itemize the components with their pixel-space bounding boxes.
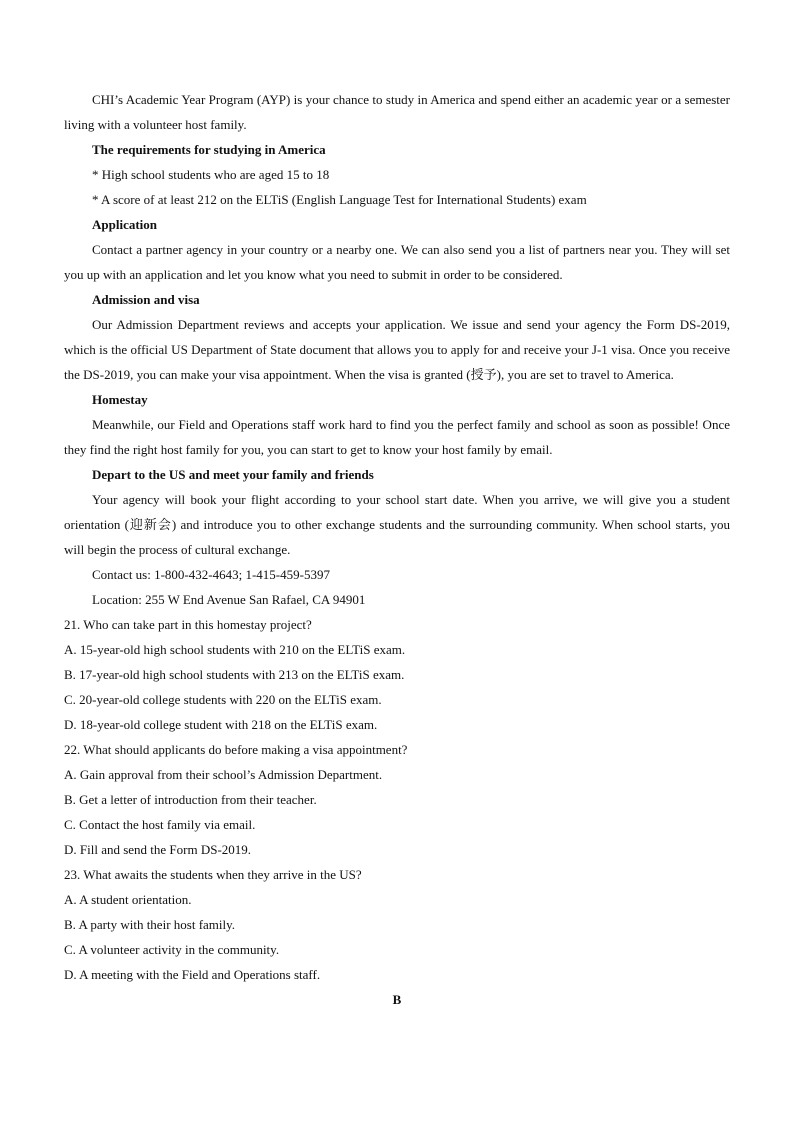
option-21-a: A. 15-year-old high school students with 210 on the ELTiS exam.: [64, 642, 406, 657]
option-21-c: C. 20-year-old college students with 220 on the ELTiS exam.: [64, 692, 382, 707]
location-line: Location: 255 W End Avenue San Rafael, CA 94901: [92, 592, 366, 607]
depart-heading: Depart to the US and meet your family and friends: [92, 467, 374, 482]
option-22-d: D. Fill and send the Form DS-2019.: [64, 842, 252, 857]
homestay-paragraph: Meanwhile, our Field and Operations staff work hard to find you the perfect family and school as soon as possible! Once they find the right host family for you, you can start to get to know your host family by email.: [64, 417, 730, 457]
option-22-a: A. Gain approval from their school’s Admission Department.: [64, 767, 383, 782]
option-22-c: C. Contact the host family via email.: [64, 817, 256, 832]
question-22: 22. What should applicants do before making a visa appointment?: [64, 742, 408, 757]
option-23-d: D. A meeting with the Field and Operations staff.: [64, 967, 321, 982]
option-21-d: D. 18-year-old college student with 218 on the ELTiS exam.: [64, 717, 378, 732]
option-21-b: B. 17-year-old high school students with 213 on the ELTiS exam.: [64, 667, 405, 682]
intro-paragraph: CHI’s Academic Year Program (AYP) is your chance to study in America and spend either an academic year or a semester living with a volunteer host family.: [64, 92, 730, 132]
document-body: [64, 87, 730, 1012]
contact-line: Contact us: 1-800-432-4643; 1-415-459-5397: [92, 567, 330, 582]
question-23: 23. What awaits the students when they arrive in the US?: [64, 867, 362, 882]
requirements-heading: The requirements for studying in America: [92, 142, 326, 157]
application-heading: Application: [92, 217, 158, 232]
requirement-item: * High school students who are aged 15 to 18: [92, 167, 330, 182]
option-23-a: A. A student orientation.: [64, 892, 192, 907]
admission-heading: Admission and visa: [92, 292, 200, 307]
option-23-c: C. A volunteer activity in the community.: [64, 942, 280, 957]
option-22-b: B. Get a letter of introduction from their teacher.: [64, 792, 317, 807]
section-marker: B: [392, 992, 402, 1007]
admission-paragraph: Our Admission Department reviews and accepts your application. We issue and send your agency the Form DS-2019, which is the official US Department of State document that allows you to apply for and receive your J-1 visa. Once you receive the DS-2019, you can make your visa appointment. When the visa is granted (授予), you are set to travel to America.: [64, 317, 730, 382]
question-21: 21. Who can take part in this homestay project?: [64, 617, 312, 632]
homestay-heading: Homestay: [92, 392, 148, 407]
depart-paragraph: Your agency will book your flight according to your school start date. When you arrive, we will give you a student orientation (迎新会) and introduce you to other exchange students and the surrounding community. When school starts, you will begin the process of cultural exchange.: [64, 492, 730, 557]
requirement-item: * A score of at least 212 on the ELTiS (English Language Test for International Students) exam: [92, 192, 587, 207]
option-23-b: B. A party with their host family.: [64, 917, 236, 932]
application-paragraph: Contact a partner agency in your country or a nearby one. We can also send you a list of partners near you. They will set you up with an application and let you know what you need to submit in order to be considered.: [64, 242, 730, 282]
